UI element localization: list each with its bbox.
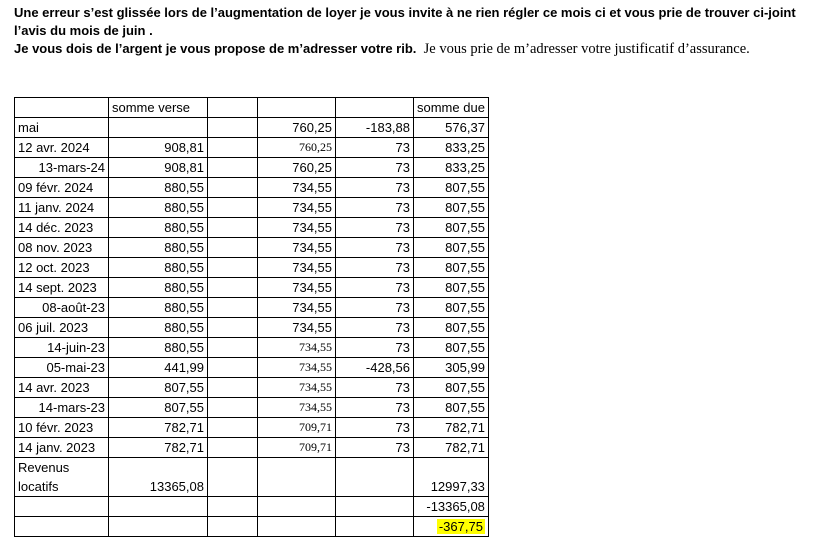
table-row [15, 198, 489, 218]
row-empty [208, 418, 258, 438]
row-charges: 73 [336, 378, 414, 398]
row-rent: 734,55 [258, 398, 336, 418]
minus-row [15, 497, 489, 517]
minus-empty-1 [109, 497, 208, 517]
row-charges: 73 [336, 198, 414, 218]
insurance-request: Je vous prie de m’adresser votre justificatif d’assurance. [423, 41, 750, 57]
row-somme-due: 807,55 [414, 378, 489, 398]
row-date: 11 janv. 2024 [15, 198, 109, 218]
total-due: 12997,33 [414, 458, 489, 497]
row-somme-due: 807,55 [414, 218, 489, 238]
row-somme-verse: 807,55 [109, 378, 208, 398]
row-date: 14-mars-23 [15, 398, 109, 418]
table-row [15, 338, 489, 358]
row-charges: 73 [336, 218, 414, 238]
row-charges: -183,88 [336, 118, 414, 138]
balance-value: -367,75 [438, 519, 483, 534]
row-somme-verse: 880,55 [109, 198, 208, 218]
row-rent: 734,55 [258, 318, 336, 338]
header-row [15, 98, 489, 118]
table-row [15, 438, 489, 458]
table-row [15, 218, 489, 238]
row-empty [208, 358, 258, 378]
row-date: 05-mai-23 [15, 358, 109, 378]
row-date: 10 févr. 2023 [15, 418, 109, 438]
row-rent: 760,25 [258, 158, 336, 178]
row-date: 14 sept. 2023 [15, 278, 109, 298]
row-empty [208, 118, 258, 138]
row-date: 14 déc. 2023 [15, 218, 109, 238]
header-cell-rent [258, 98, 336, 118]
row-rent: 734,55 [258, 238, 336, 258]
row-empty [208, 258, 258, 278]
minus-empty-3 [258, 497, 336, 517]
total-empty-1 [208, 458, 258, 497]
row-charges: 73 [336, 258, 414, 278]
row-rent: 709,71 [258, 438, 336, 458]
balance-empty-2 [208, 517, 258, 537]
row-charges: 73 [336, 298, 414, 318]
row-rent: 760,25 [258, 138, 336, 158]
balance-cell [414, 517, 489, 537]
row-rent: 760,25 [258, 118, 336, 138]
row-charges: 73 [336, 338, 414, 358]
row-empty [208, 438, 258, 458]
row-empty [208, 138, 258, 158]
total-empty-2 [258, 458, 336, 497]
row-rent: 734,55 [258, 358, 336, 378]
header-cell-charges [336, 98, 414, 118]
row-charges: 73 [336, 318, 414, 338]
row-empty [208, 218, 258, 238]
table-row [15, 418, 489, 438]
row-somme-verse: 908,81 [109, 158, 208, 178]
row-rent: 734,55 [258, 258, 336, 278]
row-charges: 73 [336, 438, 414, 458]
row-empty [208, 338, 258, 358]
balance-empty-0 [15, 517, 109, 537]
row-somme-due: 807,55 [414, 178, 489, 198]
row-rent: 734,55 [258, 218, 336, 238]
header-cell-somme-due: somme due [414, 98, 489, 118]
row-rent: 709,71 [258, 418, 336, 438]
minus-empty-2 [208, 497, 258, 517]
row-empty [208, 158, 258, 178]
row-rent: 734,55 [258, 178, 336, 198]
row-rent: 734,55 [258, 338, 336, 358]
row-somme-verse: 880,55 [109, 278, 208, 298]
row-charges: -428,56 [336, 358, 414, 378]
row-rent: 734,55 [258, 198, 336, 218]
table-row [15, 118, 489, 138]
row-date: 13-mars-24 [15, 158, 109, 178]
balance-empty-3 [258, 517, 336, 537]
balance-row [15, 517, 489, 537]
row-somme-due: 807,55 [414, 398, 489, 418]
total-row [15, 458, 489, 497]
row-charges: 73 [336, 238, 414, 258]
table-row [15, 378, 489, 398]
table-row [15, 278, 489, 298]
table-row [15, 258, 489, 278]
row-charges: 73 [336, 278, 414, 298]
row-charges: 73 [336, 418, 414, 438]
row-somme-verse: 880,55 [109, 238, 208, 258]
row-date: 14 avr. 2023 [15, 378, 109, 398]
table-row [15, 238, 489, 258]
total-verse: 13365,08 [109, 458, 208, 497]
row-somme-due: 833,25 [414, 158, 489, 178]
balance-empty-4 [336, 517, 414, 537]
row-empty [208, 278, 258, 298]
row-date: 14-juin-23 [15, 338, 109, 358]
row-charges: 73 [336, 158, 414, 178]
row-date: 09 févr. 2024 [15, 178, 109, 198]
rent-ledger-table [14, 97, 489, 537]
row-empty [208, 378, 258, 398]
row-somme-due: 782,71 [414, 438, 489, 458]
row-somme-verse: 880,55 [109, 178, 208, 198]
minus-total: -13365,08 [414, 497, 489, 517]
row-empty [208, 298, 258, 318]
minus-empty-0 [15, 497, 109, 517]
row-empty [208, 238, 258, 258]
row-somme-verse: 782,71 [109, 438, 208, 458]
row-somme-verse: 880,55 [109, 298, 208, 318]
row-empty [208, 178, 258, 198]
row-somme-verse: 880,55 [109, 218, 208, 238]
row-date: 08-août-23 [15, 298, 109, 318]
table-row [15, 138, 489, 158]
total-label-line1: Revenus [18, 460, 70, 475]
ledger-totals [15, 458, 489, 537]
row-charges: 73 [336, 398, 414, 418]
row-somme-verse: 880,55 [109, 318, 208, 338]
row-somme-due: 305,99 [414, 358, 489, 378]
row-date: 06 juil. 2023 [15, 318, 109, 338]
table-row [15, 318, 489, 338]
row-rent: 734,55 [258, 278, 336, 298]
balance-empty-1 [109, 517, 208, 537]
total-empty-3 [336, 458, 414, 497]
total-label-line2: locatifs [18, 479, 59, 494]
row-somme-due: 807,55 [414, 198, 489, 218]
table-row [15, 358, 489, 378]
row-somme-due: 807,55 [414, 238, 489, 258]
row-date: mai [15, 118, 109, 138]
row-somme-due: 833,25 [414, 138, 489, 158]
row-empty [208, 198, 258, 218]
ledger-body [15, 98, 489, 458]
header-cell-somme-verse: somme verse [109, 98, 208, 118]
row-somme-due: 807,55 [414, 318, 489, 338]
row-date: 08 nov. 2023 [15, 238, 109, 258]
row-somme-verse: 880,55 [109, 338, 208, 358]
intro-paragraph-1: Une erreur s’est glissée lors de l’augmentation de loyer je vous invite à ne rien régler ce mois ci et vous prie de trouver ci-joint l’avis du mois de juin . [14, 5, 796, 38]
rib-request: Je vous dois de l’argent je vous propose de m’adresser votre rib. [14, 41, 417, 56]
row-somme-due: 782,71 [414, 418, 489, 438]
row-empty [208, 318, 258, 338]
row-date: 12 avr. 2024 [15, 138, 109, 158]
row-empty [208, 398, 258, 418]
row-somme-due: 807,55 [414, 338, 489, 358]
table-row [15, 298, 489, 318]
row-somme-due: 807,55 [414, 298, 489, 318]
row-somme-verse: 782,71 [109, 418, 208, 438]
row-somme-verse: 807,55 [109, 398, 208, 418]
row-somme-due: 807,55 [414, 278, 489, 298]
total-label [15, 458, 109, 497]
row-charges: 73 [336, 178, 414, 198]
row-somme-verse: 880,55 [109, 258, 208, 278]
table-row [15, 178, 489, 198]
intro-text [14, 4, 814, 58]
row-somme-verse [109, 118, 208, 138]
header-cell-date [15, 98, 109, 118]
minus-empty-4 [336, 497, 414, 517]
header-cell-empty [208, 98, 258, 118]
row-date: 12 oct. 2023 [15, 258, 109, 278]
row-somme-verse: 441,99 [109, 358, 208, 378]
row-somme-due: 807,55 [414, 258, 489, 278]
row-charges: 73 [336, 138, 414, 158]
row-somme-due: 576,37 [414, 118, 489, 138]
row-rent: 734,55 [258, 298, 336, 318]
table-row [15, 158, 489, 178]
row-date: 14 janv. 2023 [15, 438, 109, 458]
row-rent: 734,55 [258, 378, 336, 398]
intro-paragraph-2 [14, 40, 814, 58]
row-somme-verse: 908,81 [109, 138, 208, 158]
table-row [15, 398, 489, 418]
